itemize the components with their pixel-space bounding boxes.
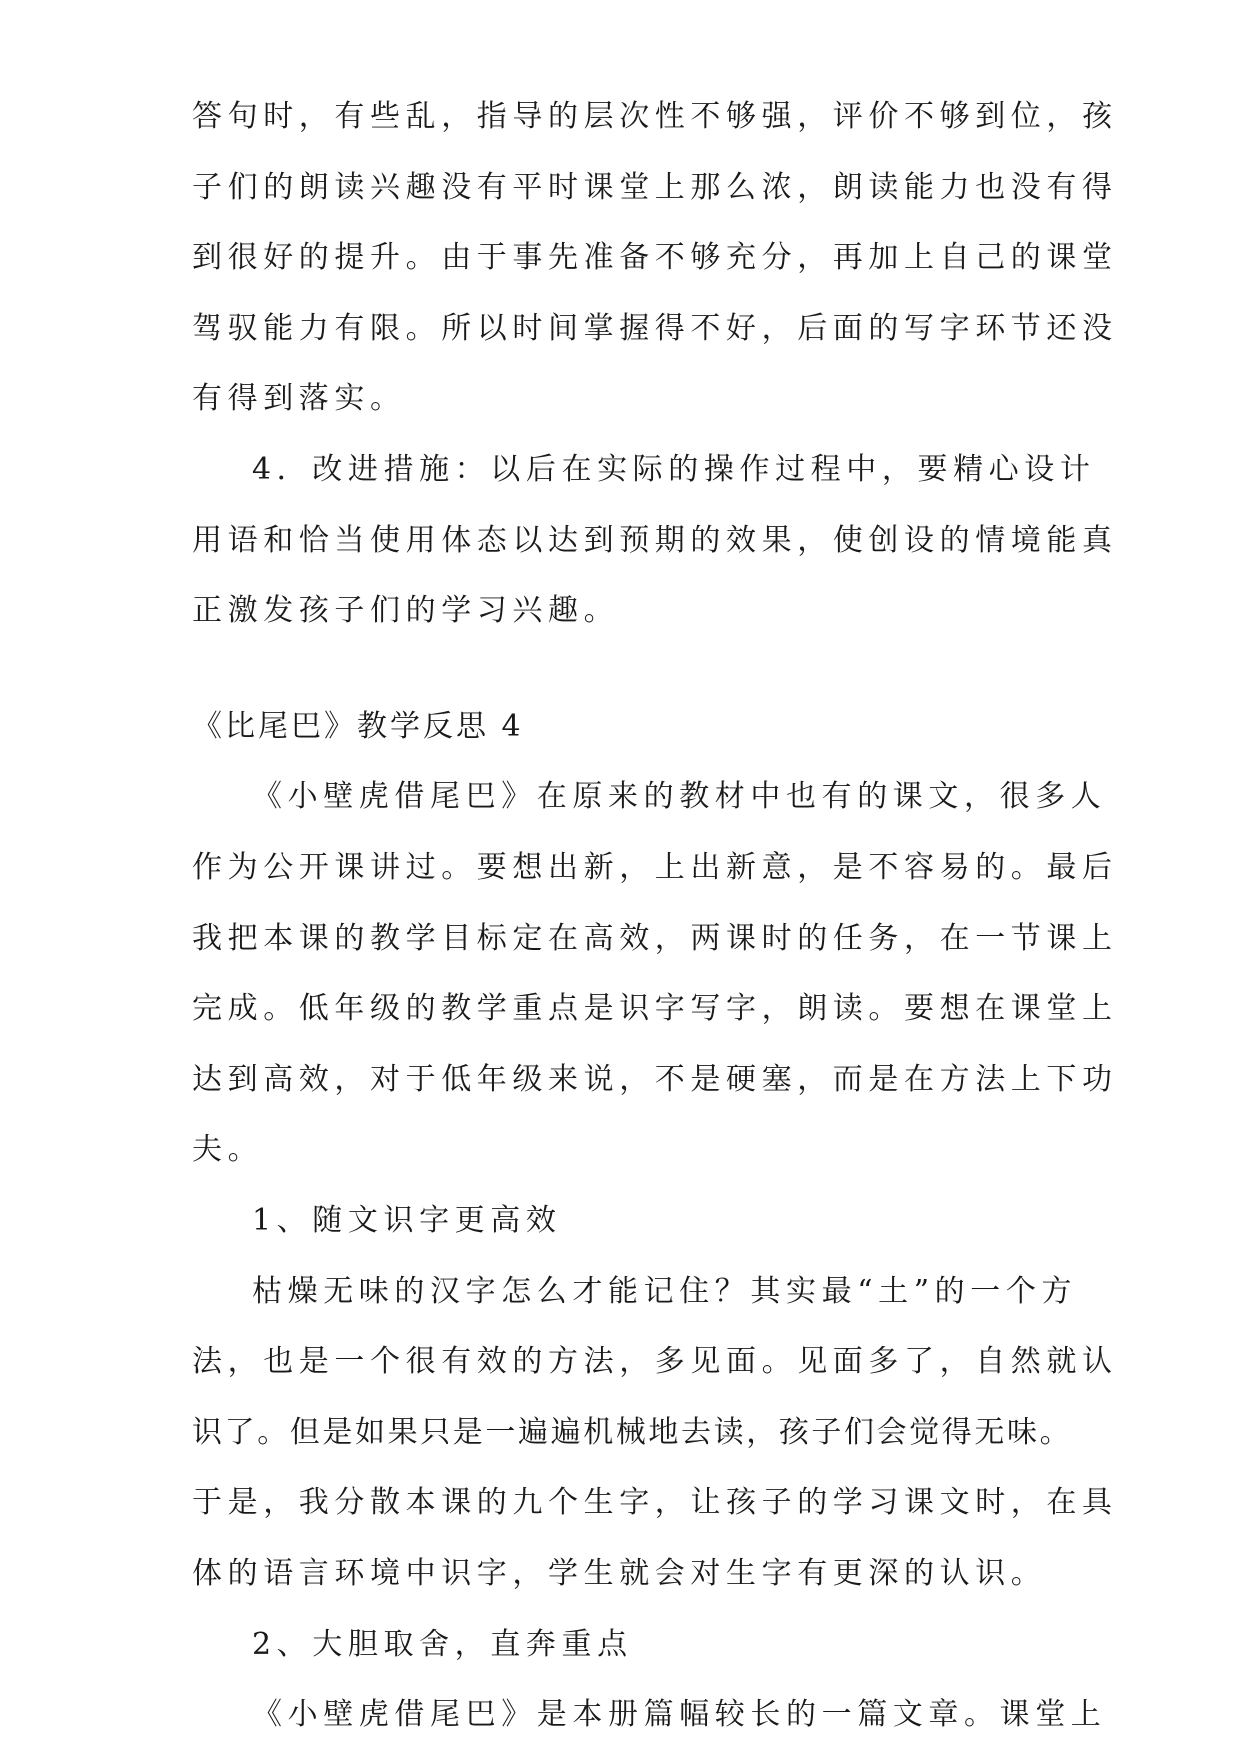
- paragraph-line: 达到高效，对于低年级来说，不是硬塞，而是在方法上下功: [192, 1062, 1118, 1097]
- paragraph-line: 4．改进措施：以后在实际的操作过程中，要精心设计: [252, 452, 1096, 487]
- paragraph-line: 正激发孩子们的学习兴趣。: [192, 593, 620, 628]
- paragraph-line: 法，也是一个很有效的方法，多见面。见面多了，自然就认: [192, 1344, 1118, 1379]
- paragraph-line: 我把本课的教学目标定在高效，两课时的任务，在一节课上: [192, 921, 1118, 956]
- paragraph-line: 枯燥无味的汉字怎么才能记住？其实最“土”的一个方: [252, 1274, 1078, 1309]
- section-heading: 《比尾巴》教学反思 4: [192, 709, 524, 744]
- subheading: 2、大胆取舍，直奔重点: [252, 1627, 633, 1662]
- paragraph-line: 用语和恰当使用体态以达到预期的效果，使创设的情境能真: [192, 523, 1118, 558]
- paragraph-line: 《小壁虎借尾巴》在原来的教材中也有的课文，很多人: [252, 779, 1107, 814]
- subheading: 1、随文识字更高效: [252, 1203, 562, 1238]
- paragraph-line: 识了。但是如果只是一遍遍机械地去读，孩子们会觉得无味。: [192, 1415, 1073, 1450]
- paragraph-line: 子们的朗读兴趣没有平时课堂上那么浓，朗读能力也没有得: [192, 170, 1118, 205]
- paragraph-line: 到很好的提升。由于事先准备不够充分，再加上自己的课堂: [192, 240, 1118, 275]
- paragraph-line: 答句时，有些乱，指导的层次性不够强，评价不够到位，孩: [192, 99, 1118, 134]
- paragraph-line: 有得到落实。: [192, 381, 406, 416]
- paragraph-line: 夫。: [192, 1132, 264, 1167]
- paragraph-line: 体的语言环境中识字，学生就会对生字有更深的认识。: [192, 1556, 1047, 1591]
- paragraph-line: 驾驭能力有限。所以时间掌握得不好，后面的写字环节还没: [192, 311, 1118, 346]
- paragraph-line: 于是，我分散本课的九个生字，让孩子的学习课文时，在具: [192, 1485, 1118, 1520]
- paragraph-line: 完成。低年级的教学重点是识字写字，朗读。要想在课堂上: [192, 991, 1118, 1026]
- paragraph-line: 《小壁虎借尾巴》是本册篇幅较长的一篇文章。课堂上: [252, 1697, 1107, 1732]
- paragraph-line: 作为公开课讲过。要想出新，上出新意，是不容易的。最后: [192, 850, 1118, 885]
